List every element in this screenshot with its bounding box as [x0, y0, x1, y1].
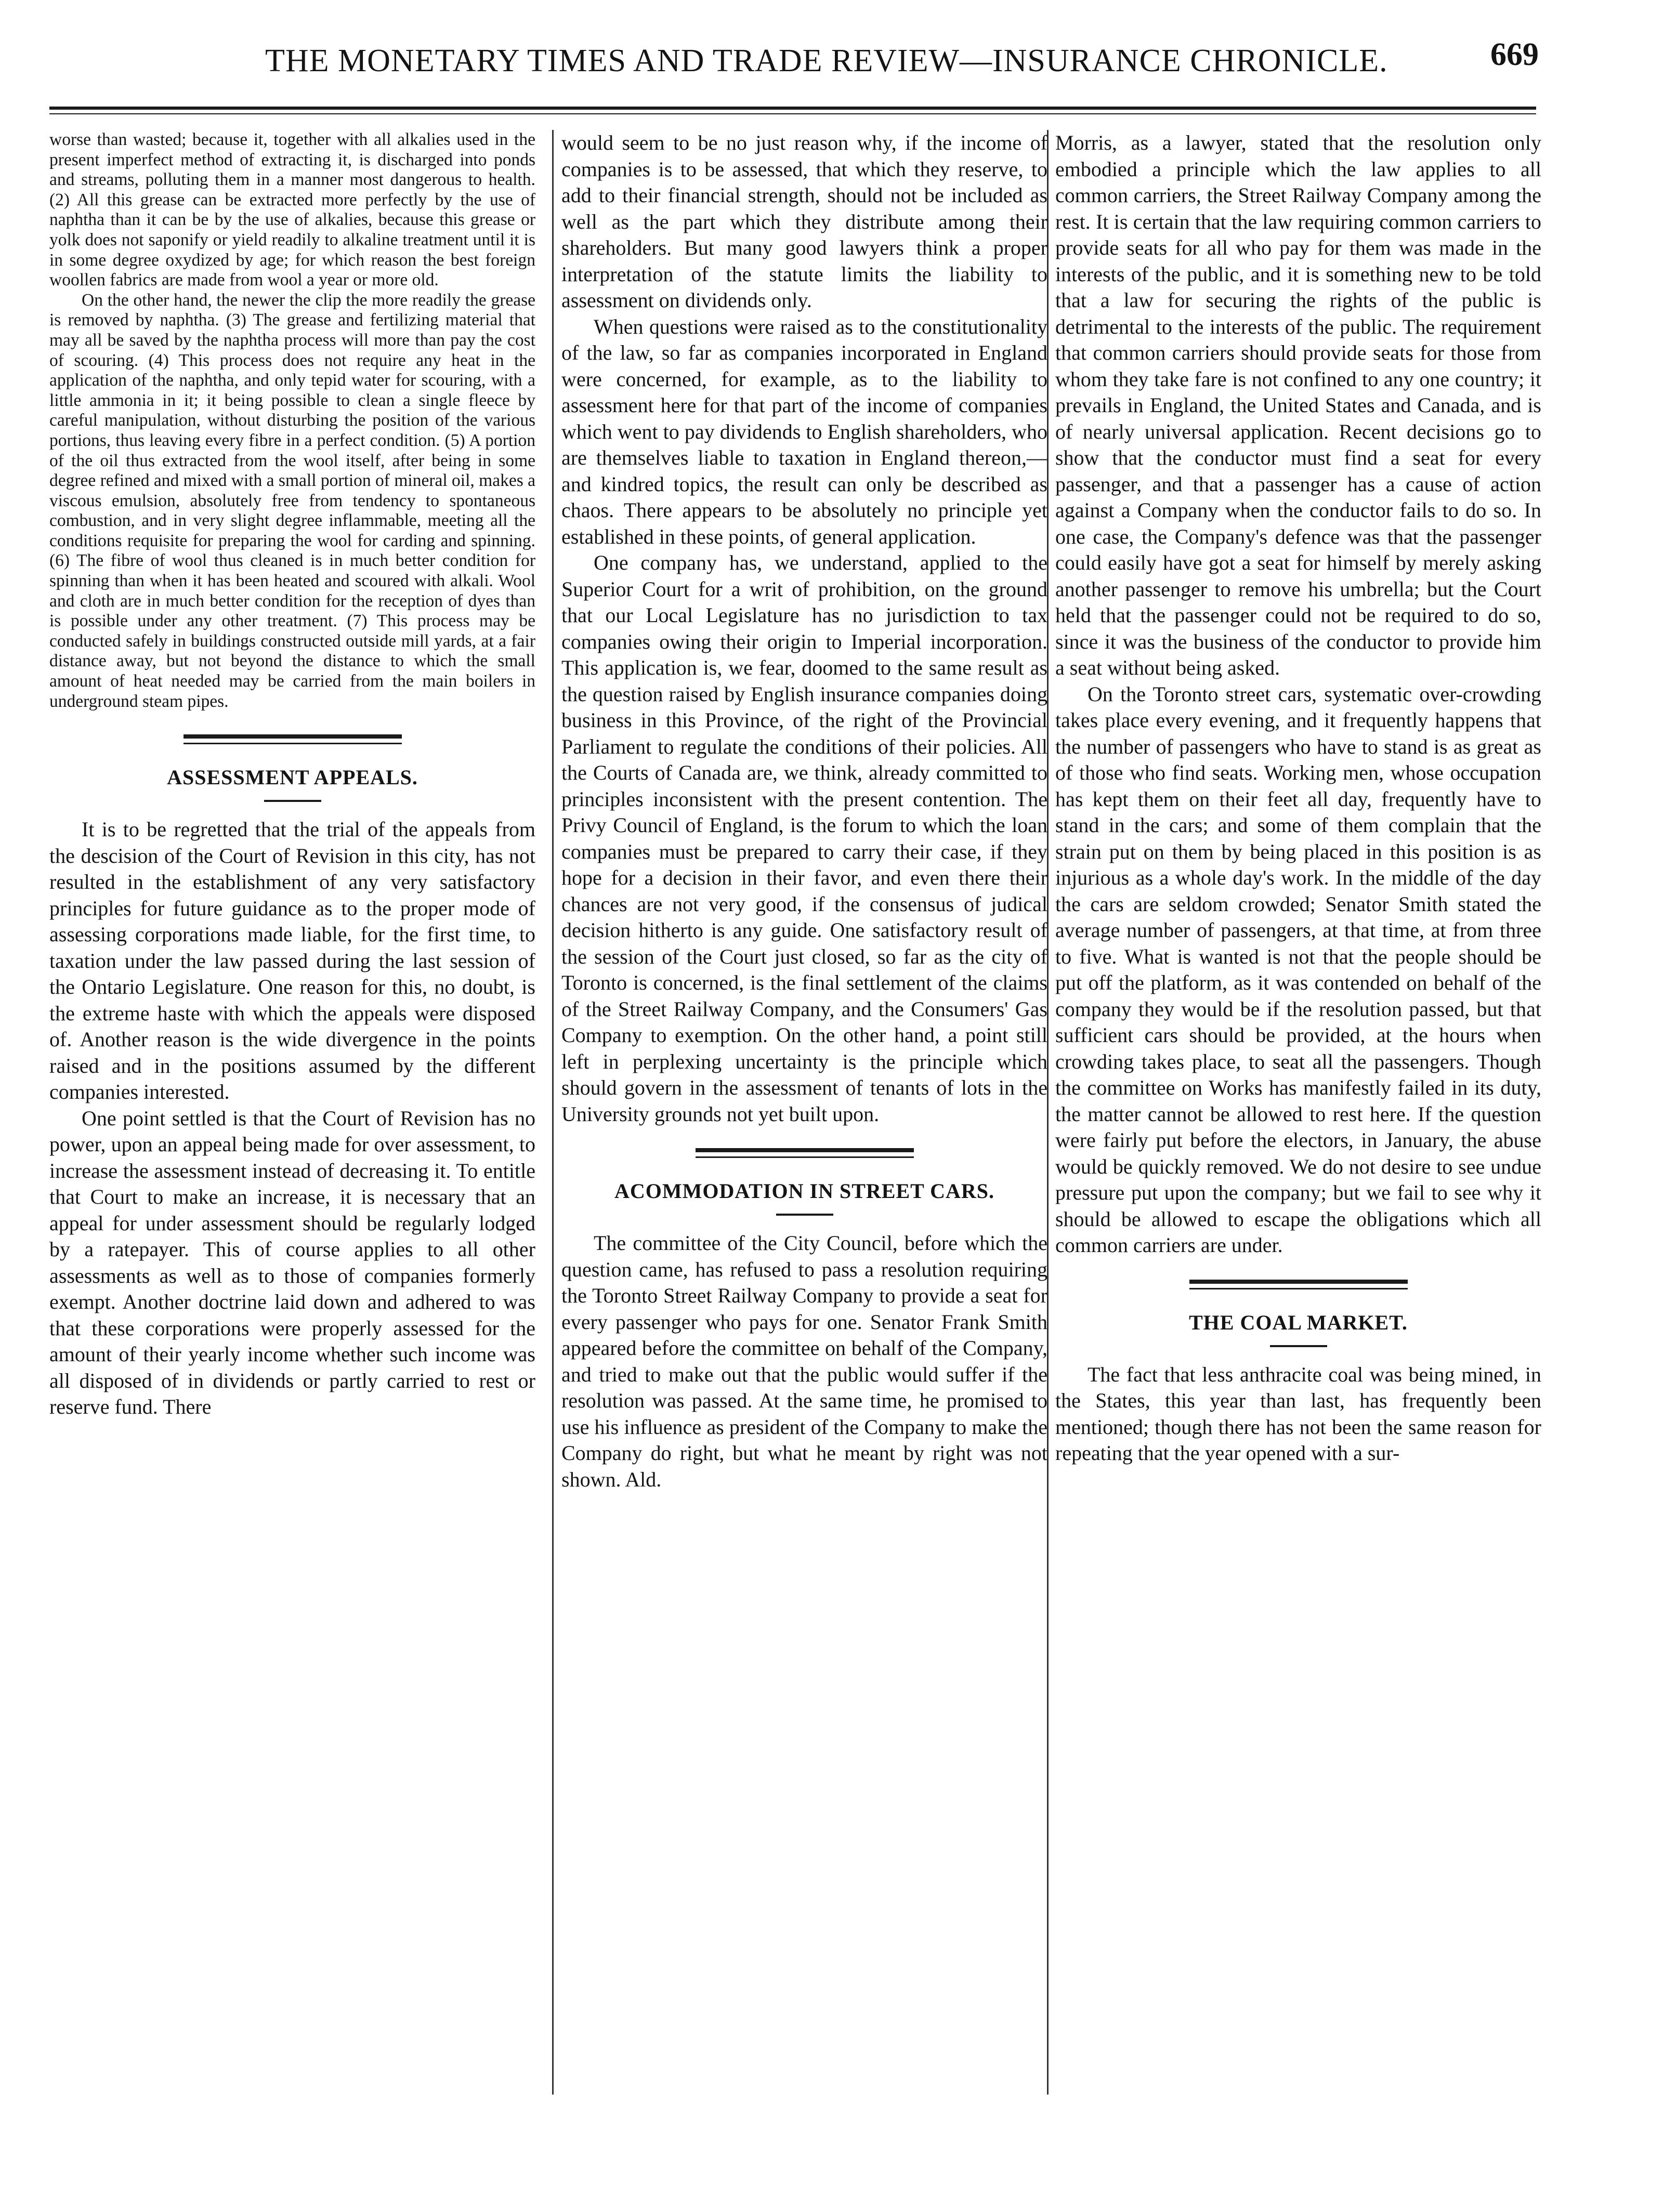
- article-paragraph: Morris, as a lawyer, stated that the resolution only embodied a principle which the law applies to all common carriers, the Street Railway Company among the rest. It is certain that the law requiring common carriers to provide seats for all who pay for them was made in the interests of the public, and it is something new to be told that a law for securing the rights of the public is detrimental to the interests of the public. The requirement that common carriers should provide seats for those from whom they take fare is not confined to any one country; it prevails in England, the United States and Canada, and is of nearly universal application. Recent decisions go to show that the conductor must find a seat for every passenger, and that a passenger has a cause of action against a Company when the conductor fails to do so. In one case, the Company's defence was that the passenger could easily have got a seat for himself by merely asking another passenger to remove his umbrella; but the Court held that the passenger could not be required to do so, since it was the business of the conductor to provide him a seat without being asked.: [1055, 131, 1541, 679]
- article-paragraph: The fact that less anthracite coal was being mined, in the States, this year than last, has frequently been mentioned; though there has not been the same reason for repeating that the year opened with a sur-: [1055, 1362, 1541, 1465]
- street-cars-article: [561, 1230, 1047, 1493]
- column-1: [49, 130, 535, 2115]
- column-divider-1: [552, 130, 554, 2095]
- article-separator: [184, 734, 402, 744]
- article-separator: [696, 1148, 914, 1158]
- page-number: 669: [1490, 37, 1539, 72]
- page-header: [83, 36, 1539, 104]
- article-paragraph: It is to be regretted that the trial of the appeals from the descision of the Court of Revision in this city, has not resulted in the establishment of any very satisfactory principles for future guidance as to the proper mode of assessing corporations made liable, for the first time, to taxation under the law passed during the last session of the Ontario Legislature. One reason for this, no doubt, is the extreme haste with which the appeals were disposed of. Another reason is the wide divergence in the points raised and in the positions assumed by the different companies interested.: [49, 818, 535, 1104]
- article-paragraph: When questions were raised as to the constitutionality of the law, so far as companies incorporated in England were concerned, for example, as to the liability to assessment here for that part of the income of companies which went to pay dividends to English shareholders, who are themselves liable to taxation in England thereon,—and kindred topics, the result can only be described as chaos. There appears to be absolutely no principle yet established in these points, of general application.: [561, 314, 1047, 548]
- article-paragraph: The committee of the City Council, before which the question came, has refused to pass a resolution requiring the Toronto Street Railway Company to provide a seat for every passenger who pays for one. Senator Frank Smith appeared before the committee on behalf of the Company, and tried to make out that the public would suffer if the resolution was passed. At the same time, he promised to use his influence as president of the Company to make the Company do right, but what he meant by right was not shown. Ald.: [561, 1231, 1047, 1491]
- running-title: THE MONETARY TIMES AND TRADE REVIEW—INSURANCE CHRONICLE.: [265, 43, 1388, 78]
- heading-assessment-appeals: ASSESSMENT APPEALS.: [167, 766, 418, 789]
- column-2: [561, 130, 1047, 2115]
- assessment-article: [49, 817, 535, 1420]
- heading-coal-market: THE COAL MARKET.: [1189, 1310, 1408, 1334]
- wool-paragraph: worse than wasted; because it, together with all alkalies used in the present imperfect method of extracting it, is discharged into ponds and streams, polluting them in a manner most dangerous to health. (2) All this grease can be extracted more perfectly by the use of naphtha than it can be by the use of alkalies, because this grease or yolk does not saponify or yield readily to alkaline treatment until it is in some degree oxydized by age; for which reason the best foreign woollen fabrics are made from wool a year or more old.: [49, 130, 535, 290]
- article-paragraph: One point settled is that the Court of Revision has no power, upon an appeal being made for over assessment, to increase the assessment instead of decreasing it. To entitle that Court to make an increase, it is necessary that an appeal for under assessment should be regularly lodged by a ratepayer. This of course applies to all other assessments as well as to those of companies formerly exempt. Another doctrine laid down and adhered to was that these corporations were properly assessed for the amount of their yearly income whether such income was all disposed of in dividends or partly carried to rest or reserve fund. There: [49, 1106, 535, 1419]
- article-paragraph: On the Toronto street cars, systematic over-crowding takes place every evening, and it frequently happens that the number of passengers who have to stand is as great as of those who find seats. Working men, whose occupation has kept them on their feet all day, frequently have to stand in the cars; and some of them complain that the strain put on them by being placed in this position is as injurious as a whole day's work. In the middle of the day the cars are seldom crowded; Senator Smith stated the average number of passengers, at that time, at from three to five. What is wanted is not that the people should be put off the platform, as it was contended on behalf of the company they would be if the resolution passed, but that sufficient cars should be provided, at the hours when crowding takes place, to seat all the passengers. Though the committee on Works has manifestly failed in its duty, the matter cannot be allowed to rest here. If the question were fairly put before the electors, in January, the abuse would be quickly removed. We do not desire to see undue pressure put upon the company; but we fail to see why it should be allowed to escape the obligations which all common carriers are under.: [1055, 682, 1541, 1257]
- header-rule: [49, 107, 1536, 110]
- column-3: [1055, 130, 1541, 2115]
- assessment-article-continued: [561, 130, 1047, 1127]
- wool-paragraph: On the other hand, the newer the clip the more readily the grease is removed by naphtha. (3) The grease and fertilizing material that may all be saved by the naphtha process will more than pay the cost of scouring. (4) This process does not require any heat in the application of the naphtha, and only tepid water for scouring, with a little ammonia in it; it being possible to clean a single fleece by careful manipulation, without disturbing the position of the various portions, thus leaving every fibre in a perfect condition. (5) A portion of the oil thus extracted from the wool itself, after being in some degree refined and mixed with a small portion of mineral oil, makes a viscous emulsion, absolutely free from tendency to spontaneous combustion, and in very slight degree inflammable, meeting all the conditions requisite for preparing the wool for carding and spinning. (6) The fibre of wool thus cleaned is in much better condition for spinning than when it has been heated and scoured with alkali. Wool and cloth are in much better condition for the reception of dyes than is possible under any other treatment. (7) This process may be conducted safely in buildings constructed outside mill yards, at a fair distance away, but not beyond the distance to which the small amount of heat needed may be carried from the main boilers in underground steam pipes.: [49, 290, 535, 711]
- article-separator: [1189, 1280, 1408, 1289]
- heading-street-cars: ACOMMODATION IN STREET CARS.: [614, 1179, 995, 1203]
- coal-market-article: [1055, 1362, 1541, 1467]
- wool-article-continuation: [49, 130, 535, 712]
- street-cars-article-continued: [1055, 130, 1541, 1259]
- header-rule-thin: [49, 113, 1536, 114]
- article-paragraph: would seem to be no just reason why, if the income of companies is to be assessed, that which they reserve, to add to their financial strength, should not be included as well as the part which they distribute among their shareholders. But many good lawyers think a proper interpretation of the statute limits the liability to assessment on dividends only.: [561, 131, 1047, 312]
- article-paragraph: One company has, we understand, applied to the Superior Court for a writ of prohibition, on the ground that our Local Legislature has no jurisdiction to tax companies owing their origin to Imperial incorporation. This application is, we fear, doomed to the same result as the question raised by English insurance companies doing business in this Province, of the right of the Provincial Parliament to regulate the conditions of their policies. All the Courts of Canada are, we think, already committed to principles inconsistent with the present contention. The Privy Council of England, is the forum to which the loan companies must be prepared to carry their case, if they hope for a decision in their favor, and even there their chances are not very good, if the consensus of judical decision hitherto is any guide. One satisfactory result of the session of the Court just closed, so far as the city of Toronto is concerned, is the final settlement of the claims of the Street Railway Company, and the Consumers' Gas Company to exemption. On the other hand, a point still left in perplexing uncertainty is the principle which should govern in the assessment of tenants of lots in the University grounds not yet built upon.: [561, 551, 1047, 1126]
